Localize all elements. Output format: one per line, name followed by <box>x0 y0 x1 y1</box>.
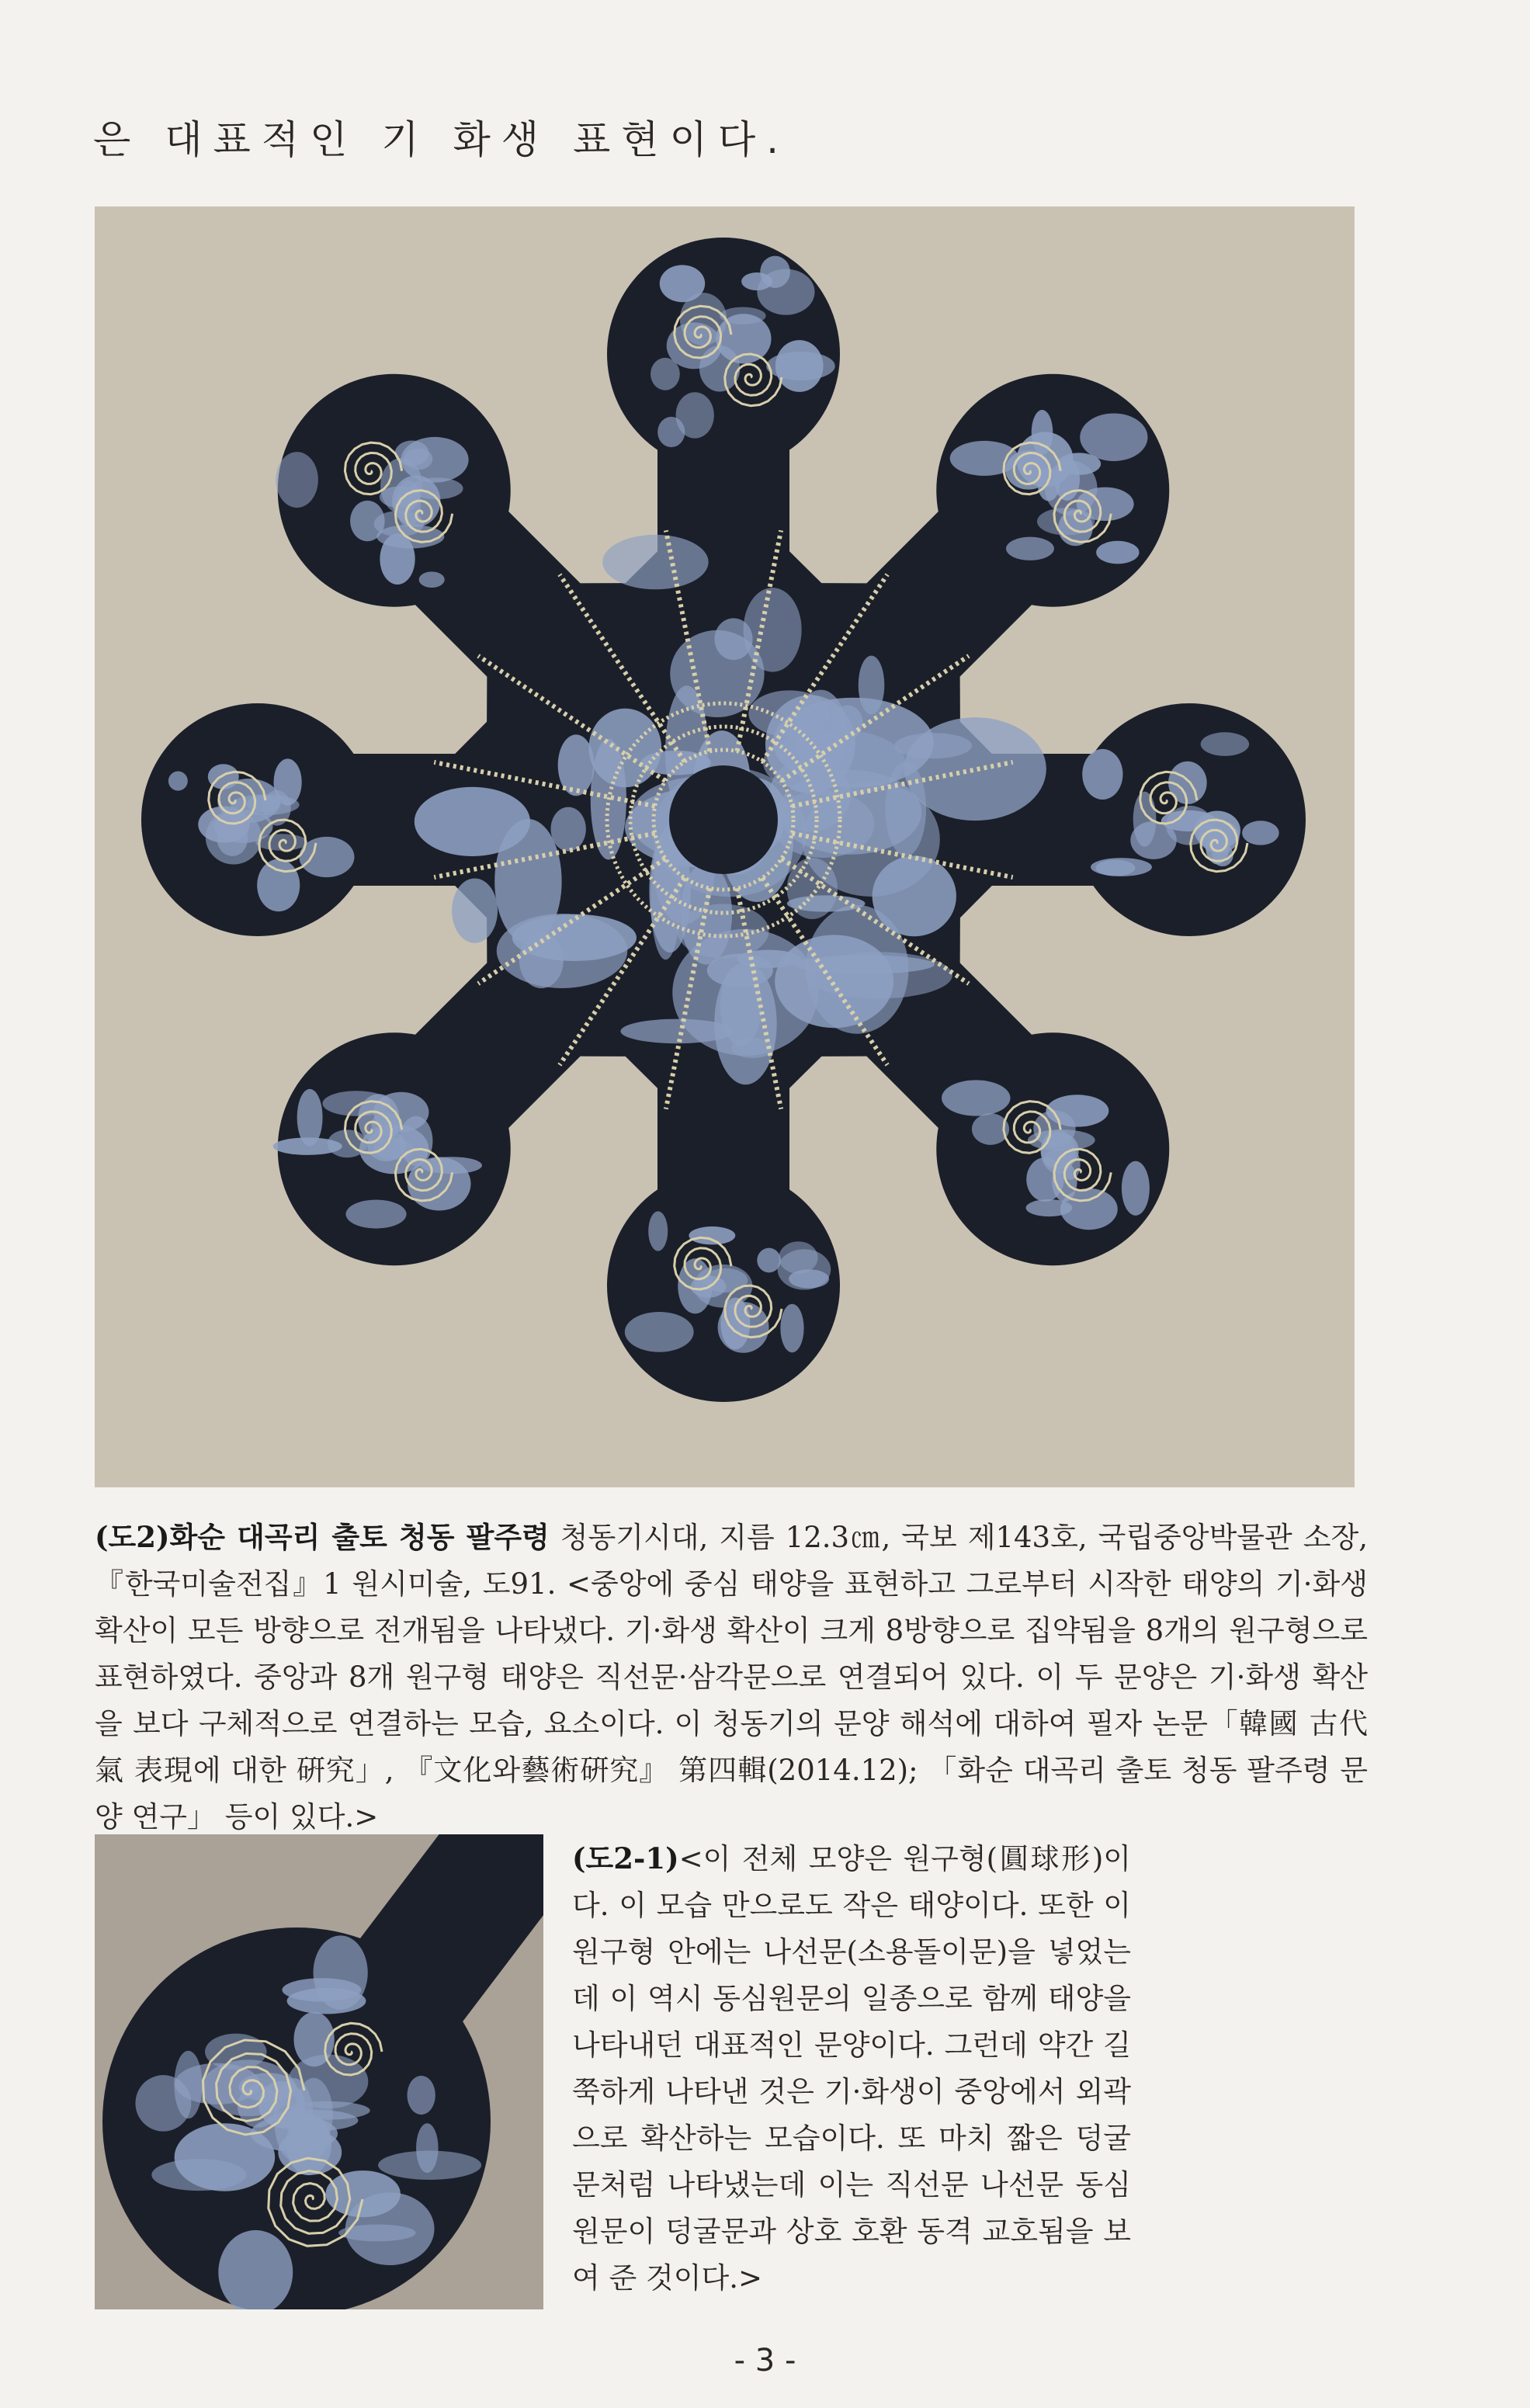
bell-detail-photo <box>95 1834 543 2309</box>
bell-detail-image <box>95 1834 543 2309</box>
figure-2-1-caption <box>572 1835 1131 2302</box>
figure-2-1-label: (도2-1) <box>572 1841 679 1875</box>
figure-2-caption <box>95 1514 1368 1841</box>
figure-2-label: (도2)화순 대곡리 출토 청동 팔주령 <box>95 1520 550 1554</box>
eight-bell-rattle-image <box>95 206 1355 1487</box>
figure-2-text: 청동기시대, 지름 12.3㎝, 국보 제143호, 국립중앙박물관 소장, 『한국미술전집』1 원시미술, 도91. <중앙에 중심 태양을 표현하고 그로부터 시작한 태양의 기·화생 확산이 모든 방향으로 전개됨을 나타냈다. 기·화생 확산이 크게 8방향으로 집약됨을 8개의 원구형으로 표현하였다. 중앙과 8개 원구형 태양은 직선문·삼각문으로 연결되어 있다. 이 두 문양은 기·화생 확산을 보다 구체적으로 연결하는 모습, 요소이다. 이 청동기의 문양 해석에 대하여 필자 논문「韓國 古代 氣 表現에 대한 硏究」, 『文化와藝術硏究』 第四輯(2014.12); 「화순 대곡리 출토 청동 팔주령 문양 연구」 등이 있다.> <box>95 1521 1368 1834</box>
top-text: 은 대표적인 기 화생 표현이다. <box>93 117 790 162</box>
figure-2-1-text: <이 전체 모양은 원구형(圓球形)이다. 이 모습 만으로도 작은 태양이다. 또한 이 원구형 안에는 나선문(소용돌이문)을 넣었는데 이 역시 동심원문의 일종으로 함께 태양을 나타내던 대표적인 문양이다. 그런데 약간 길쭉하게 나타낸 것은 기·화생이 중앙에서 외곽으로 확산하는 모습이다. 또 마치 짧은 덩굴문처럼 나타냈는데 이는 직선문 나선문 동심원문이 덩굴문과 상호 호환 동격 교호됨을 보여 준 것이다.> <box>572 1842 1131 2295</box>
page-number: - 3 - <box>734 2343 796 2379</box>
bronze-rattle-photo <box>95 206 1355 1487</box>
